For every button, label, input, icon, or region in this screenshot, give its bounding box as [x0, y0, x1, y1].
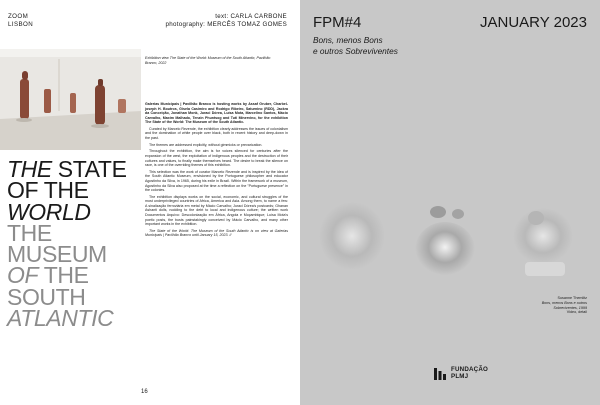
title-segment: ATLANTIC	[7, 305, 114, 332]
credit-text: text: CARLA CARBONE	[215, 13, 287, 20]
credits	[165, 13, 287, 29]
artwork-image	[300, 188, 600, 288]
exhibition-photo	[0, 49, 141, 150]
body-paragraph: The themes are addressed explicitly, without gimmicks or prevarication.	[149, 142, 263, 147]
body-paragraph: Curated by Marcelo Rezende, the exhibition clearly addresses the issues of colonialism and the domination of white people over black, both in recent history and deep-down in the past.	[145, 126, 288, 141]
title-segment: OF THE	[7, 177, 89, 204]
fundacao-plmj-logo-icon	[433, 367, 447, 381]
logo-line: PLMJ	[451, 373, 469, 380]
artwork-caption	[507, 296, 587, 315]
title-segment: THE	[7, 156, 58, 182]
title-line	[7, 305, 137, 332]
issue-subtitle-line: Bons, menos Bons	[313, 35, 383, 45]
page-number: 16	[141, 389, 148, 395]
artwork-artist: Susanne Themlitz	[557, 296, 587, 300]
issue-subtitle-line: e outros Sobreviventes	[313, 45, 398, 56]
issue-date: JANUARY 2023	[479, 14, 587, 31]
body-paragraph: This selection was the work of curator Marcelo Rezende and is inspired by the idea of the South Atlantic Museum, envisioned by the Portuguese philosopher and educator Agostinho da Silva, in 1965, during his exile in Brazil. Within the framework of a museum, Agostinho da Silva also proposed at the time a reflection on the "Portuguese presence" in the colonies.	[145, 169, 288, 193]
body-paragraph: The exhibition displays works on the social, economic, and cultural struggles of the most underprivileged countries of Africa, America and Asia. Among them, to name a few: A sinalização ferroviária em metal by Mácio Carvalho; Juraci Dórea's postcards; Ghanan Ashanti dolls, nodding to the debt to local and indigenous culture; the written work Documentos Arquivo: Descolonização em África, Angola e Moçambique; Luísa Mota's poetic posts, the busts painstakingly conceived by Mácio Carvalho, and many other important works in the exhibition.	[145, 194, 288, 227]
artwork-detail: Video, detail	[566, 310, 587, 315]
credit-photography: photography: MERCÊS TOMAZ GOMES	[165, 21, 287, 28]
title-segment: OF	[7, 262, 44, 289]
article-body	[145, 102, 288, 240]
title-segment: THE	[43, 262, 89, 289]
fundacao-plmj-logo	[433, 367, 488, 381]
issue-label: FPM#4	[313, 14, 362, 31]
section-label-line: ZOOM	[8, 13, 29, 20]
right-page	[300, 0, 600, 405]
body-paragraph: Throughout the exhibition, the aim is for voices silenced for centuries after the expansion of the west, the exploitation of indigenous peoples and the destruction of their cultures and values, to finally make themselves heard. The desire to break the silence on race, is one of the overriding themes of this exhibition.	[145, 149, 288, 168]
photo-caption: Exhibition view The State of the World: Museum of the South Atlantic, Pavilhão Branco, 2022	[145, 56, 271, 65]
title-segment: THE	[7, 219, 52, 246]
title-segment: SOUTH	[7, 283, 86, 310]
body-paragraph: Galerias Municipais | Pavilhão Branco is hosting works by Assaf Gruber, Charbel-joseph H. Boutros, Gisela Casimiro and Rodrigo Ribeiro, Saturnino (RDD), Jackra da Conceição, Jonathan Monk, Juraci Dórea, Luísa Mota, Marcelino Santos, Mácio Carvalho, Maxim Malhado, Tenzin Phuntsog and Tuti Minervino, for the exhibition The State of the World: The Museum of the South Atlantic.	[145, 102, 288, 125]
artwork-title-line: Sobreviventes, 1999	[553, 305, 587, 310]
logo-line: FUNDAÇÃO	[451, 366, 489, 374]
section-label-line: LISBON	[8, 21, 34, 28]
title-segment: MUSEUM	[7, 241, 107, 268]
section-label	[8, 13, 33, 29]
logo-wordmark	[451, 367, 488, 380]
artwork-title-line: Bons, menos Bons e outros	[541, 300, 587, 305]
body-paragraph: The State of the World: The Museum of the South Atlantic is on view at Galerias Municipais | Pavilhão Branco until January 15, 2023. //	[145, 228, 288, 238]
title-segment: WORLD	[7, 198, 91, 225]
title-segment: STATE	[57, 156, 127, 182]
issue-subtitle	[313, 35, 398, 56]
article-title	[7, 156, 137, 332]
